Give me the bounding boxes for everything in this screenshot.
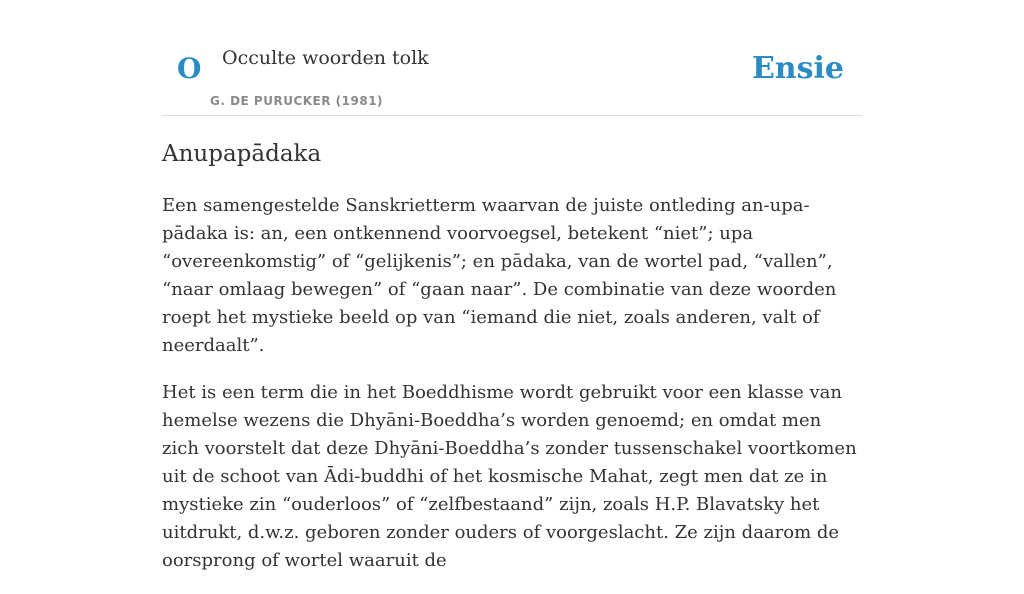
author-label: G. DE PURUCKER (1981) — [210, 94, 384, 108]
brand-logo-link[interactable]: Ensie — [751, 51, 844, 86]
page-header — [162, 0, 862, 116]
paragraph: Het is een term die in het Boeddhisme wordt gebruikt voor een klasse van hemelse wezens die Dhyāni-Boeddha’s worden genoemd; en omdat men zich voorstelt dat deze Dhyāni-Boeddha’s zonder tussenschakel voortkomen uit de schoot van Ādi-buddhi of het kosmische Mahat, zegt men dat ze in mystieke zin “ouderloos” of “zelfbestaand” zijn, zoals H.P. Blavatsky het uitdrukt, d.w.z. geboren zonder ouders of voorgeslacht. Ze zijn daarom de oorsprong of wortel waaruit de — [162, 382, 857, 571]
entry-title: Anupapādaka — [162, 141, 322, 167]
entry-body — [162, 192, 862, 594]
index-letter[interactable]: O — [177, 52, 202, 85]
paragraph: Een samengestelde Sanskrietterm waarvan de juiste ontleding an-upa-pādaka is: an, een ontkennend voorvoegsel, betekent “niet”; upa “overeenkomstig” of “gelijkenis”; en pādaka, van de wortel pad, “vallen”, “naar omlaag bewegen” of “gaan naar”. De combinatie van deze woorden roept het mystieke beeld op van “iemand die niet, zoals anderen, valt of neerdaalt”. — [162, 195, 837, 356]
book-title[interactable]: Occulte woorden tolk — [222, 47, 429, 69]
